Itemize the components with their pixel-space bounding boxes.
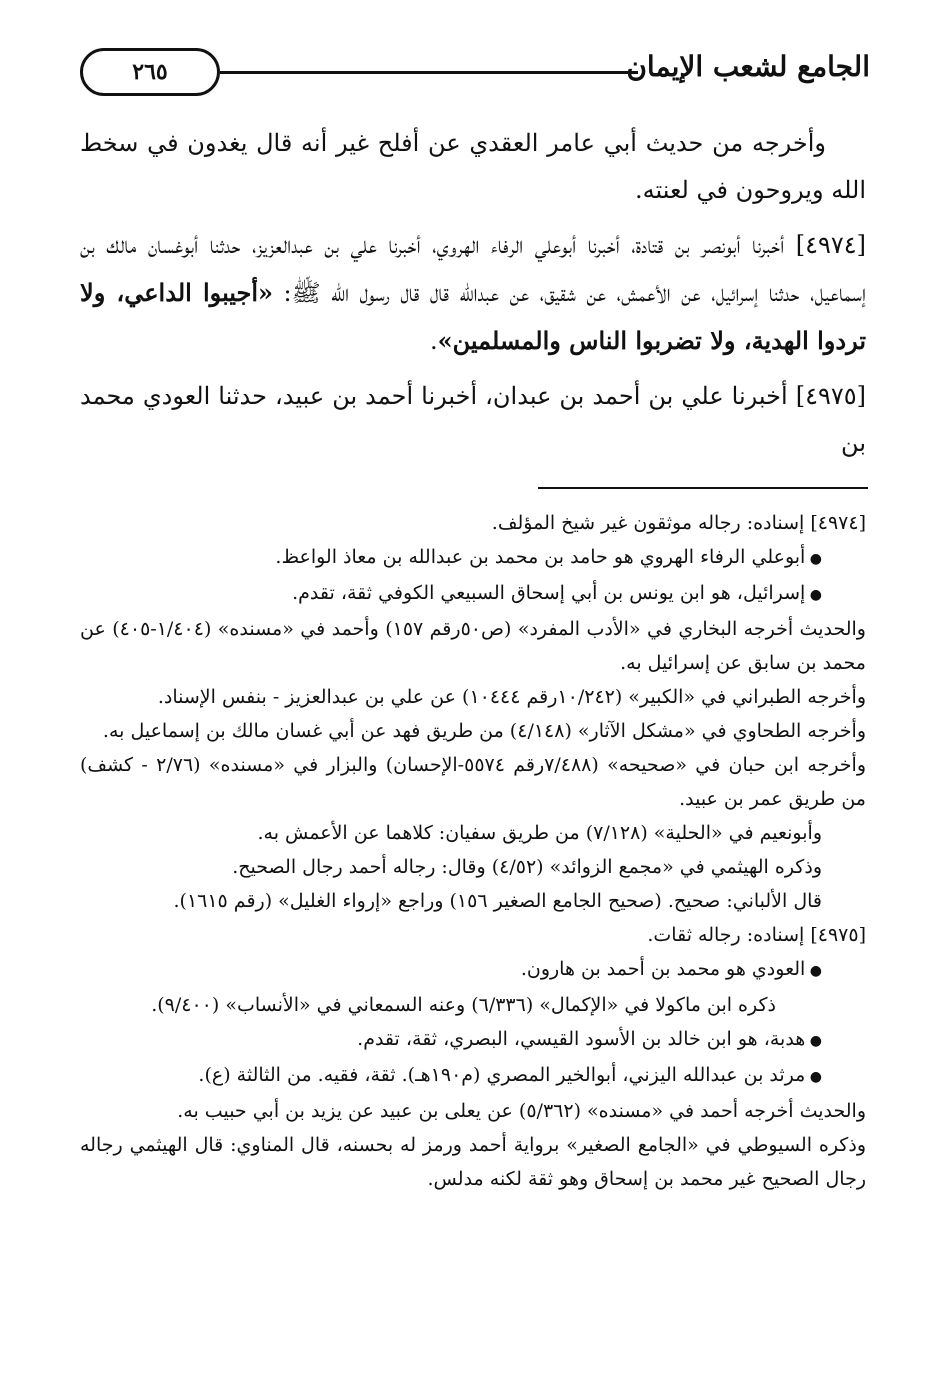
note-heading-4974: [٤٩٧٤] إسناده: رجاله موثقون غير شيخ المؤلف. xyxy=(491,512,866,534)
page-header xyxy=(78,38,870,108)
note-paragraph: والحديث أخرجه أحمد في «مسنده» (٥/٣٦٢) عن يعلى بن عبيد عن يزيد بن أبي حبيب به. xyxy=(177,1100,866,1122)
note-paragraph: ذكره ابن ماكولا في «الإكمال» (٦/٣٣٦) وعنه السمعاني في «الأنساب» (٩/٤٠٠). xyxy=(151,994,776,1016)
note-bullet: ● هدبة، هو ابن خالد بن الأسود القيسي، البصري، ثقة، تقدم. xyxy=(80,1022,866,1058)
note-paragraph: وأخرجه الطحاوي في «مشكل الآثار» (٤/١٤٨) من طريق فهد عن أبي غسان مالك بن إسماعيل به. xyxy=(102,720,866,742)
main-text xyxy=(80,120,866,475)
footnotes xyxy=(80,506,866,1196)
note-bullet: ● إسرائيل، هو ابن يونس بن أبي إسحاق السبيعي الكوفي ثقة، تقدم. xyxy=(80,576,866,612)
hadith-4974-end: . xyxy=(430,327,438,355)
hadith-4974 xyxy=(80,222,866,365)
hadith-4975: [٤٩٧٥] أخبرنا علي بن أحمد بن عبدان، أخبرنا أحمد بن عبيد، حدثنا العودي محمد بن xyxy=(80,382,866,457)
hadith-4974-matn: «أجيبوا الداعي، ولا تردوا الهدية، ولا تضربوا الناس والمسلمين» xyxy=(80,278,866,355)
hadith-4974-isnad: [٤٩٧٤] أخبرنا أبونصر بن قتادة، أخبرنا أبوعلي الرفاء الهروي، أخبرنا علي بن عبدالعزيز، حدثنا أبوغسان مالك بن إسماعيل، حدثنا إسرائيل، عن الأعمش، عن شقيق، عن عبدالله قال قال رسول الله ﷺ: xyxy=(80,231,867,307)
note-heading-4975: [٤٩٧٥] إسناده: رجاله ثقات. xyxy=(647,924,866,946)
note-paragraph: والحديث أخرجه البخاري في «الأدب المفرد» (ص٥٠رقم ١٥٧) وأحمد في «مسنده» (١/٤٠٤-٤٠٥) عن محمد بن سابق عن إسرائيل به. xyxy=(80,618,866,674)
note-bullet: ● مرثد بن عبدالله اليزني، أبوالخير المصري (م١٩٠هـ). ثقة، فقيه. من الثالثة (ع). xyxy=(80,1058,866,1094)
note-paragraph: وذكره السيوطي في «الجامع الصغير» برواية أحمد ورمز له بحسنه، قال المناوي: قال الهيثمي رجاله رجال الصحيح غير محمد بن إسحاق وهو ثقة لكنه مدلس. xyxy=(80,1134,866,1190)
note-paragraph: وأبونعيم في «الحلية» (٧/١٢٨) من طريق سفيان: كلاهما عن الأعمش به. xyxy=(257,822,822,844)
note-bullet: ● العودي هو محمد بن أحمد بن هارون. xyxy=(80,952,866,988)
running-title: الجامع لشعب الإيمان xyxy=(626,50,870,83)
footnote-separator xyxy=(538,487,868,489)
note-paragraph: وذكره الهيثمي في «مجمع الزوائد» (٤/٥٢) وقال: رجاله أحمد رجال الصحيح. xyxy=(232,856,822,878)
note-paragraph: وأخرجه ابن حبان في «صحيحه» (٧/٤٨٨رقم ٥٥٧٤-الإحسان) والبزار في «مسنده» (٢/٧٦ - كشف) من طريق عمر بن عبيد. xyxy=(80,754,866,810)
note-paragraph: قال الألباني: صحيح. (صحيح الجامع الصغير ١٥٦) وراجع «إرواء الغليل» (رقم ١٦١٥). xyxy=(173,890,822,912)
page-number-badge: ٢٦٥ xyxy=(80,48,220,96)
note-paragraph: وأخرجه الطبراني في «الكبير» (١٠/٢٤٢رقم ١٠٤٤٤) عن علي بن عبدالعزيز - بنفس الإسناد. xyxy=(157,686,866,708)
note-bullet: ● أبوعلي الرفاء الهروي هو حامد بن محمد بن عبدالله بن معاذ الواعظ. xyxy=(80,540,866,576)
header-rule xyxy=(220,71,638,74)
paragraph-1: وأخرجه من حديث أبي عامر العقدي عن أفلح غير أنه قال يغدون في سخط الله ويروحون في لعنته. xyxy=(80,129,866,204)
